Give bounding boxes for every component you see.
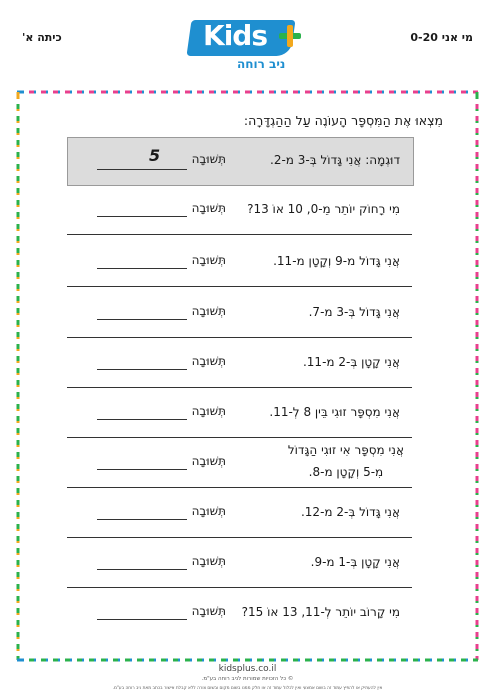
answer-label: תְּשׁוּבָה: [191, 604, 226, 618]
plus-icon: [279, 25, 301, 47]
answer-line[interactable]: [97, 568, 187, 570]
answer-line[interactable]: [97, 468, 187, 470]
answer-line[interactable]: [97, 518, 187, 520]
question-text: [303, 351, 400, 373]
answer-line[interactable]: [97, 267, 187, 269]
logo-text: Kids: [203, 19, 268, 52]
question-row: [67, 287, 412, 337]
question-line: אֲנִי גָּדוֹל בְּ-3 מ-7.: [308, 305, 400, 319]
question-row: [67, 487, 412, 537]
question-text: [311, 551, 400, 573]
answer-line: [97, 168, 187, 170]
question-row: [67, 337, 412, 387]
question-line: אֲנִי גָּדוֹל בְּ-2 מ-12.: [300, 505, 400, 519]
question-line: אֲנִי קָטָן בְּ-2 מ-11.: [302, 355, 400, 369]
question-row: [67, 587, 412, 637]
question-row: [67, 236, 412, 286]
question-line: אֲנִי מִסְפָּר אִי זוּגִי הַגָּדוֹל: [287, 443, 404, 457]
question-line: מִי רָחוֹק יוֹתֵר מֵ-0, 10 אוֹ 13?: [247, 202, 400, 216]
topic-label: מי אני 0-20: [410, 31, 473, 44]
kids-plus-logo: [189, 20, 304, 74]
example-question: דוּגְמָה: אֲנִי גָּדוֹל בְּ-3 מ-2.: [269, 153, 400, 167]
question-text: [309, 301, 400, 323]
question-line: אֲנִי גָּדוֹל מ-9 וְקָטָן מ-11.: [273, 254, 400, 268]
example-answer: 5: [149, 146, 161, 165]
footer-copyright: © כל הזכויות שמורות לניב רוחה בע"מ.: [201, 676, 294, 682]
question-line: מִ-5 וְקָטָן מ-8.: [308, 465, 384, 479]
row-divider: [67, 234, 412, 235]
answer-line[interactable]: [97, 618, 187, 620]
question-text: [301, 501, 400, 523]
question-row: [67, 437, 412, 487]
answer-label: תְּשׁוּבָה: [191, 253, 226, 267]
answer-label: תְּשׁוּבָה: [191, 554, 226, 568]
question-row: [67, 387, 412, 437]
answer-line[interactable]: [97, 215, 187, 217]
footer-legal: אין להעתיק או להפיץ עמוד זה בשום אמצעי ואין לכלול עמוד זה או חלק ממנו בשום מקום ובשום צורה ללא קבלת אישור בכתב מאת ניב רוחה בע"מ.: [112, 686, 383, 691]
question-row: [67, 537, 412, 587]
answer-label: תְּשׁוּבָה: [191, 152, 226, 166]
question-text: [247, 198, 400, 220]
question-line: אֲנִי קָטָן בְּ-1 מ-9.: [310, 555, 400, 569]
answer-line[interactable]: [97, 368, 187, 370]
question-text: [269, 401, 400, 423]
example-row: [67, 137, 412, 184]
answer-label: תְּשׁוּבָה: [191, 504, 226, 518]
answer-label: תְּשׁוּבָה: [191, 404, 226, 418]
question-text: [273, 250, 400, 272]
answer-line[interactable]: [97, 418, 187, 420]
answer-label: תְּשׁוּבָה: [191, 354, 226, 368]
answer-label: תְּשׁוּבָה: [191, 454, 226, 468]
instruction-text: מִצְאוּ אֶת הַמִּסְפָּר הָעוֹנֶה עַל הַהַגְדָּרָה:: [243, 113, 443, 128]
answer-line[interactable]: [97, 318, 187, 320]
question-text: [288, 439, 404, 483]
question-row: [67, 184, 412, 234]
footer-url: kidsplus.co.il: [218, 664, 277, 674]
answer-label: תְּשׁוּבָה: [191, 201, 226, 215]
grade-label: כיתה א': [22, 31, 62, 44]
question-line: מִי קָרוֹב יוֹתֵר לְ-11, 13 אוֹ 15?: [241, 605, 400, 619]
answer-label: תְּשׁוּבָה: [191, 304, 226, 318]
question-text: [242, 601, 400, 623]
logo-subtitle: ניב רוחה: [237, 57, 286, 71]
question-line: אֲנִי מִסְפָּר זוּגִי בֵּין 8 לְ-11.: [269, 405, 400, 419]
